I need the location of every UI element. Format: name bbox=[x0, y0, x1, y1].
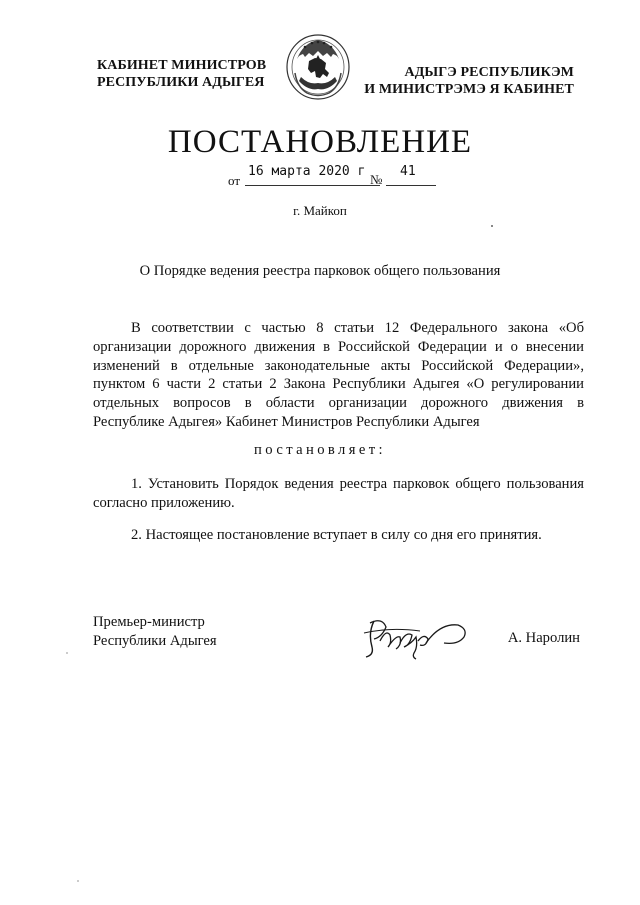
preamble-line: организации дорожного движения в Российской Федерации и о внесении bbox=[93, 338, 584, 355]
scan-mark bbox=[77, 880, 79, 882]
preamble-line: Республике Адыгея» Кабинет Министров Республики Адыгея bbox=[93, 413, 480, 430]
preamble-line: В соответствии с частью 8 статьи 12 Федерального закона «Об bbox=[131, 320, 584, 336]
issuer-line: КАБИНЕТ МИНИСТРОВ bbox=[97, 58, 267, 73]
document-number: 41 bbox=[400, 164, 416, 179]
item-line: согласно приложению. bbox=[93, 494, 235, 511]
date-underline bbox=[245, 185, 380, 186]
coat-of-arms-emblem bbox=[285, 33, 351, 101]
number-prefix: № bbox=[370, 172, 383, 187]
signer-name: А. Наролин bbox=[507, 630, 580, 646]
preamble-paragraph bbox=[93, 319, 584, 432]
signer-position-line: Республики Адыгея bbox=[93, 633, 217, 649]
issuer-line: АДЫГЭ РЕСПУБЛИКЭМ bbox=[404, 65, 574, 80]
preamble-line: пунктом 6 части 2 статьи 2 Закона Республики Адыгея «О регулировании bbox=[93, 376, 584, 393]
handwritten-signature bbox=[360, 613, 472, 661]
date-number-line bbox=[228, 164, 448, 186]
issuer-line: И МИНИСТРЭМЭ Я КАБИНЕТ bbox=[364, 82, 574, 97]
issuer-name-russian bbox=[97, 57, 266, 91]
document-date: 16 марта 2020 г bbox=[248, 164, 366, 179]
document-subject: О Порядке ведения реестра парковок общего пользования bbox=[139, 263, 501, 279]
document-city: г. Майкоп bbox=[293, 203, 347, 218]
issuer-line: РЕСПУБЛИКИ АДЫГЕЯ bbox=[97, 75, 265, 90]
preamble-line: изменений в отдельные законодательные акты Российской Федерации», bbox=[93, 357, 584, 374]
resolution-item-2: 2. Настоящее постановление вступает в силу со дня его принятия. bbox=[131, 527, 542, 543]
resolution-item-1 bbox=[93, 475, 584, 513]
document-type-title: ПОСТАНОВЛЕНИЕ bbox=[167, 124, 473, 160]
scan-mark bbox=[491, 225, 493, 227]
scan-mark bbox=[66, 652, 68, 654]
signer-position bbox=[93, 613, 217, 651]
signer-position-line: Премьер-министр bbox=[93, 614, 205, 630]
issuer-name-adyghe bbox=[364, 64, 574, 98]
number-underline bbox=[386, 185, 436, 186]
preamble-line: отдельных вопросов в области организации дорожного движения в bbox=[93, 395, 584, 412]
date-prefix: от bbox=[228, 173, 241, 188]
item-line: 1. Установить Порядок ведения реестра парковок общего пользования bbox=[131, 476, 584, 492]
resolves-word: постановляет: bbox=[254, 442, 386, 458]
